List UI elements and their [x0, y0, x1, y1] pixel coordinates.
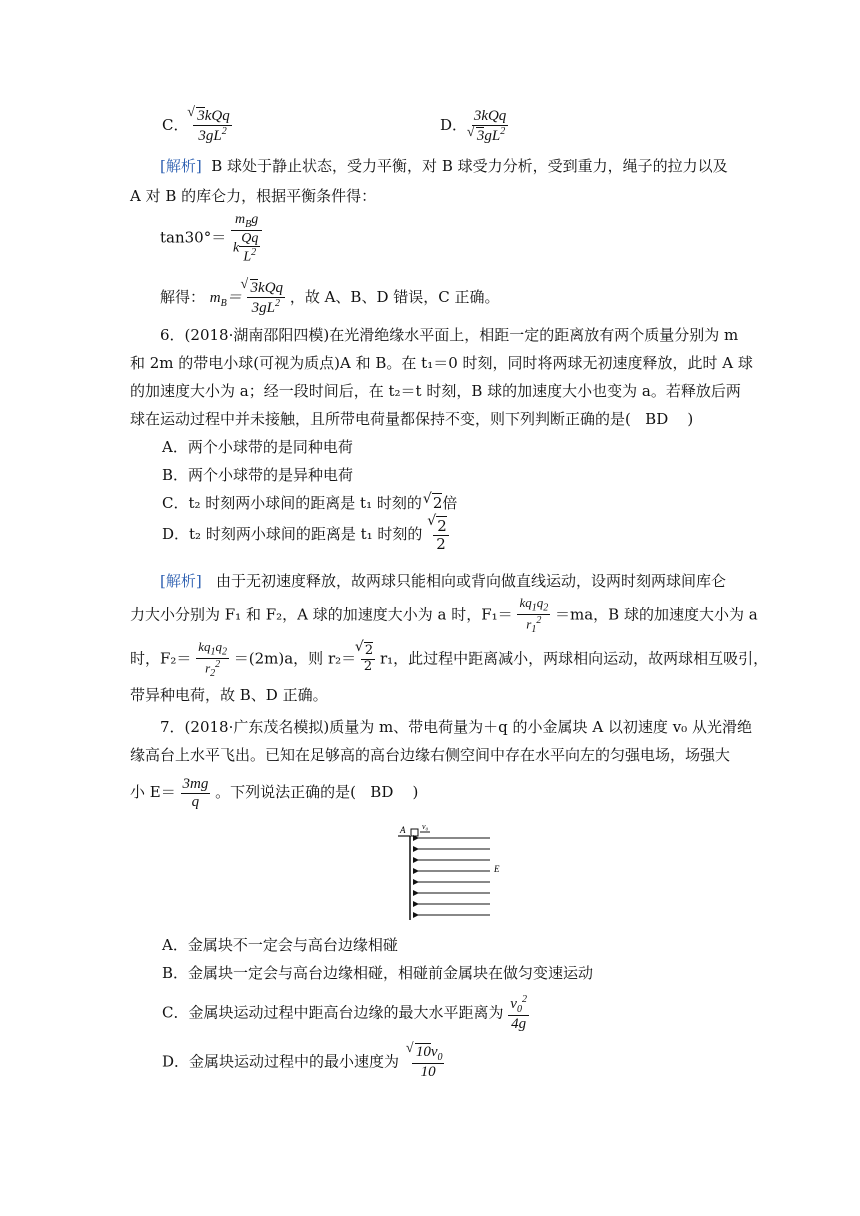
q6-analysis-tag: [解析] — [160, 572, 202, 590]
q7-option-c — [162, 994, 529, 1033]
q7-option-a: A．金属块不一定会与高台边缘相碰 — [162, 936, 398, 954]
label-e: E — [494, 864, 500, 874]
q6-option-d — [162, 518, 449, 552]
q6-analysis-line1 — [160, 570, 760, 591]
q6-option-c — [162, 492, 457, 513]
q5-option-c — [162, 108, 232, 144]
q6-option-c-end: 倍 — [442, 494, 458, 512]
q6-option-b: B．两个小球带的是异种电荷 — [162, 466, 354, 484]
option-d-label: D． — [440, 116, 468, 134]
q5-solve-line — [160, 280, 500, 316]
q6-line2: 和 2m 的带电小球(可视为质点)A 和 B。在 t₁＝0 时刻，同时将两球无初速度释放，此时 A 球 — [130, 354, 753, 372]
q7-paren: ) — [412, 783, 419, 801]
solve-prefix: 解得： — [160, 288, 206, 306]
q7-option-d — [162, 1044, 444, 1081]
q6-an2a: 力大小分别为 F₁ 和 F₂，A 球的加速度大小为 a 时，F₁＝ — [130, 605, 513, 624]
q7-answer: BD — [370, 783, 394, 801]
q6-an3b: ＝(2m)a，则 r₂＝ — [233, 649, 357, 668]
q6-analysis-text1: 由于无初速度释放，故两球只能相向或背向做直线运动，设两时刻两球间库仑 — [216, 572, 727, 590]
q6-analysis-line2 — [130, 595, 758, 635]
q5-analysis-text1: B 球处于静止状态，受力平衡，对 B 球受力分析，受到重力，绳子的拉力以及 — [211, 157, 728, 175]
f1-fraction: $\frac{kq_1q_2}{r_1^2}$ — [519, 595, 549, 635]
option-d-formula: 3kQq √ $3gL^2$ — [472, 108, 509, 144]
label-a: A — [400, 825, 406, 835]
q6-line4-text: 球在运动过程中并未接触，且所带电荷量都保持不变，则下列判断正确的是( — [130, 410, 631, 428]
q7-option-c-text: C．金属块运动过程中距高台边缘的最大水平距离为 — [162, 1003, 504, 1022]
q7-option-d-text: D．金属块运动过程中的最小速度为 — [162, 1052, 400, 1071]
tan-fraction: $m_Bg$ k $\frac{Qq}{L^2}$ — [231, 212, 262, 265]
q6-analysis-line4: 带异种电荷，故 B、D 正确。 — [130, 686, 328, 704]
q6-option-d-text: D．t₂ 时刻两小球间的距离是 t₁ 时刻的 — [162, 525, 423, 543]
sqrt2: √ 2 — [432, 493, 443, 512]
q6-option-a: A．两个小球带的是同种电荷 — [162, 438, 353, 456]
min-speed-fraction: √ $\frac{10v_0}{10}$ — [412, 1044, 445, 1081]
mb-symbol: $m_B=$ — [209, 290, 242, 309]
q6-an3a: 时，F₂＝ — [130, 649, 192, 668]
e-fraction: $\frac{3mg}{q}$ — [182, 776, 209, 810]
q6-line3: 的加速度大小为 a；经一段时间后，在 t₂＝t 时刻，B 球的加速度大小也变为 a。若释放后两 — [130, 382, 741, 400]
r2-fraction: √ $\frac{2}{2}$ — [361, 644, 375, 674]
q7-line3 — [130, 776, 730, 810]
q5-analysis-line2: A 对 B 的库仑力，根据平衡条件得： — [130, 187, 377, 205]
solve-suffix: ，故 A、B、D 错误，C 正确。 — [289, 288, 500, 306]
solve-fraction: √ $\frac{\text{3kQq}}{3gL^2}$ — [247, 280, 286, 316]
q6-line1: 6．(2018·湖南邵阳四模)在光滑绝缘水平面上，相距一定的距离放有两个质量分别为 m — [160, 326, 739, 344]
analysis-tag: [解析] — [160, 157, 202, 175]
q6-option-d-fraction: √ $\frac{2}{2}$ — [433, 518, 449, 552]
q6-an2b: ＝ma，B 球的加速度大小为 a — [555, 605, 758, 624]
q5-option-d — [440, 108, 508, 144]
option-c-label: C． — [162, 116, 189, 134]
q7-figure — [380, 820, 510, 924]
q6-analysis-line3 — [130, 639, 769, 679]
q7-line3b: 。下列说法正确的是( — [215, 783, 356, 801]
q6-paren: ) — [687, 410, 694, 428]
field-lines — [418, 838, 490, 915]
q6-line4 — [130, 408, 730, 429]
q7-line2: 缘高台上水平飞出。已知在足够高的高台边缘右侧空间中存在水平向左的匀强电场，场强大 — [130, 746, 731, 764]
q7-line3a: 小 E＝ — [130, 783, 176, 801]
q7-option-b: B．金属块一定会与高台边缘相碰，相碰前金属块在做匀变速运动 — [162, 964, 594, 982]
max-distance-fraction: $\frac{v_0^2}{4g}$ — [510, 994, 527, 1032]
f2-fraction: $\frac{kq_1q_2}{r_2^2}$ — [198, 639, 227, 679]
label-v0: v₀ — [422, 822, 429, 831]
q6-answer: BD — [645, 410, 669, 428]
q5-tan-equation — [160, 212, 262, 265]
q5-analysis-line1 — [160, 155, 760, 176]
option-c-formula: √ $\frac{\text{3kQq}}{3gL^2}$ — [193, 108, 232, 144]
tan-label: tan30°＝ — [160, 228, 227, 247]
q7-line1: 7．(2018·广东茂名模拟)质量为 m、带电荷量为＋q 的小金属块 A 以初速度 v₀ 从光滑绝 — [160, 718, 752, 736]
q6-option-c-text: C．t₂ 时刻两小球间的距离是 t₁ 时刻的 — [162, 494, 422, 512]
metal-block — [411, 829, 418, 836]
q6-an3c: r₁，此过程中距离减小，两球相向运动，故两球相互吸引， — [379, 649, 769, 668]
